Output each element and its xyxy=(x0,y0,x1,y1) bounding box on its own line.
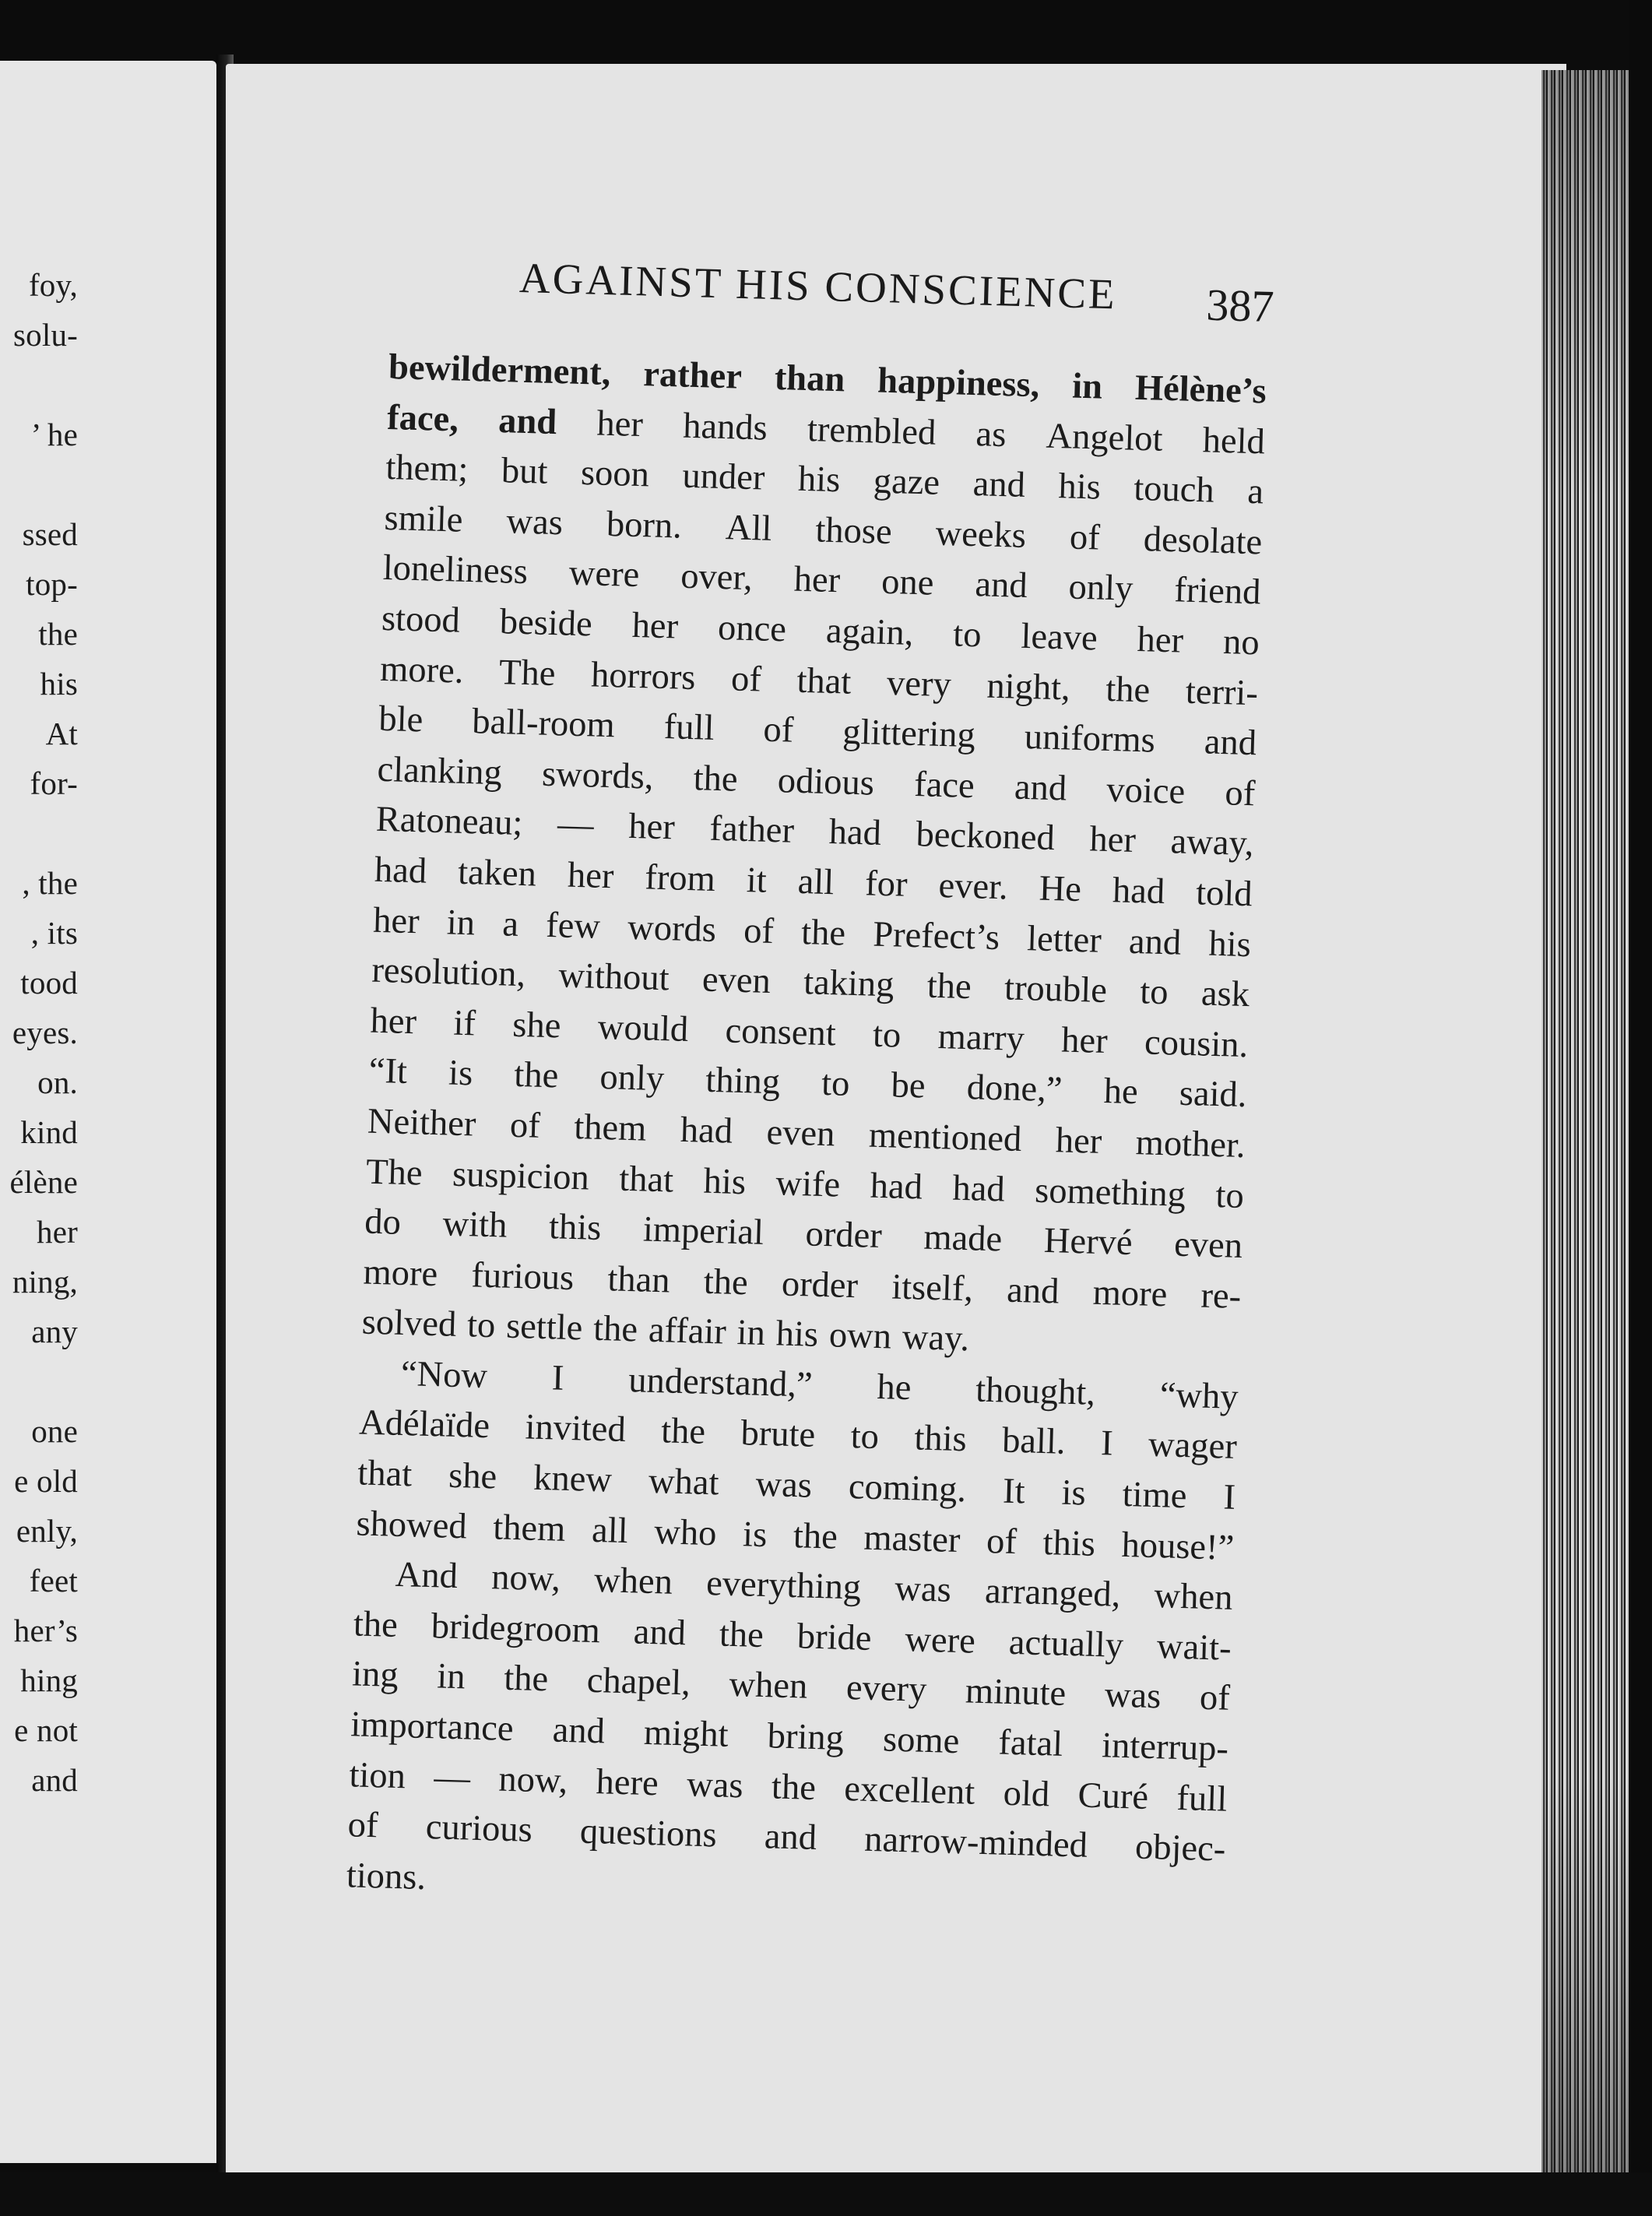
word: the xyxy=(513,1055,559,1096)
word: re- xyxy=(1200,1275,1242,1317)
word: suspicion xyxy=(452,1154,590,1198)
word: tions. xyxy=(346,1855,427,1898)
word: more xyxy=(1092,1272,1168,1315)
word: happiness, xyxy=(877,361,1040,406)
word: marry xyxy=(937,1016,1025,1059)
word: to xyxy=(1214,1175,1245,1216)
previous-page-text xyxy=(0,61,216,2163)
word: of xyxy=(1199,1678,1231,1719)
word: I xyxy=(1222,1477,1236,1518)
word: house!” xyxy=(1120,1525,1235,1568)
word: when xyxy=(1153,1576,1234,1619)
word: words xyxy=(627,907,717,950)
word: beside xyxy=(499,602,593,645)
word: them xyxy=(573,1106,648,1149)
word: — xyxy=(557,804,595,846)
word: her xyxy=(567,855,615,897)
word: terri- xyxy=(1185,671,1259,713)
word: to xyxy=(872,1015,902,1056)
word: and xyxy=(972,464,1026,506)
word: this xyxy=(548,1207,602,1249)
word: everything xyxy=(705,1564,862,1608)
word: — xyxy=(433,1757,471,1799)
previous-page-line: , the xyxy=(22,865,78,901)
word: brute xyxy=(740,1413,816,1456)
word: master xyxy=(863,1518,961,1560)
word: but xyxy=(501,451,549,492)
word: understand,” xyxy=(627,1359,814,1405)
word: bride xyxy=(796,1616,873,1658)
word: were xyxy=(904,1620,976,1662)
word: might xyxy=(643,1712,729,1755)
word: way. xyxy=(902,1317,970,1359)
word: it xyxy=(746,860,768,901)
previous-page-line: his xyxy=(40,666,78,702)
word: loneliness xyxy=(382,548,529,593)
word: would xyxy=(597,1007,689,1050)
word: the xyxy=(719,1614,764,1655)
word: thing xyxy=(705,1061,781,1103)
previous-page-line: At xyxy=(45,716,78,751)
previous-page-line: feet xyxy=(29,1563,78,1599)
word: that xyxy=(796,660,852,702)
body-text xyxy=(346,343,1267,1926)
word: again, xyxy=(825,610,914,653)
word: of xyxy=(730,659,762,700)
word: voice xyxy=(1105,769,1186,812)
previous-page-line: enly, xyxy=(16,1513,78,1549)
word: and xyxy=(1014,767,1067,809)
word: more. xyxy=(379,649,465,691)
word: even xyxy=(701,959,772,1002)
previous-page-line: her’s xyxy=(13,1613,78,1648)
word: her xyxy=(1055,1120,1102,1162)
previous-page-line: kind xyxy=(20,1114,78,1150)
scan-border-right xyxy=(1629,0,1652,2216)
word: the xyxy=(793,1515,838,1557)
previous-page-line: the xyxy=(38,616,78,652)
word: her xyxy=(627,807,676,848)
word: the xyxy=(800,912,846,954)
word: when xyxy=(593,1560,673,1603)
word: ever. xyxy=(937,865,1009,908)
word: now, xyxy=(497,1759,568,1801)
word: them xyxy=(492,1507,567,1549)
word: done,” xyxy=(966,1068,1063,1110)
previous-page-line: any xyxy=(31,1314,78,1349)
word: more xyxy=(362,1252,438,1294)
word: and xyxy=(1204,722,1257,764)
previous-page-line: e old xyxy=(14,1463,78,1499)
word: them; xyxy=(385,448,469,491)
word: even xyxy=(765,1112,836,1155)
word: had xyxy=(870,1166,923,1208)
word: settle xyxy=(505,1306,584,1349)
word: The xyxy=(498,652,557,694)
word: no xyxy=(1222,622,1260,663)
previous-page-line: top- xyxy=(26,566,78,602)
previous-page-line: e not xyxy=(14,1712,78,1748)
word: some xyxy=(882,1719,960,1762)
word: wager xyxy=(1148,1425,1238,1468)
previous-page-line: and xyxy=(31,1762,78,1798)
word: do xyxy=(364,1201,402,1243)
word: her xyxy=(596,403,644,445)
word: that xyxy=(618,1159,674,1201)
word: glittering xyxy=(842,712,976,756)
word: mentioned xyxy=(868,1115,1022,1159)
word: fatal xyxy=(997,1722,1063,1764)
word: made xyxy=(923,1217,1003,1260)
word: of xyxy=(743,910,775,951)
word: clanking xyxy=(376,749,503,793)
word: It xyxy=(1002,1471,1026,1512)
word: invited xyxy=(524,1407,627,1451)
word: he xyxy=(876,1367,912,1409)
word: taking xyxy=(803,962,895,1005)
word: her xyxy=(631,605,679,647)
word: was xyxy=(686,1764,744,1806)
word: told xyxy=(1195,873,1253,915)
word: uniforms xyxy=(1024,717,1156,761)
word: was xyxy=(505,501,564,543)
word: trouble xyxy=(1004,968,1108,1011)
word: And xyxy=(395,1555,459,1597)
word: be xyxy=(890,1065,926,1106)
word: time xyxy=(1122,1474,1188,1517)
word: this xyxy=(1042,1522,1096,1564)
word: and xyxy=(633,1612,687,1654)
word: had xyxy=(1112,871,1165,913)
previous-page-line: , its xyxy=(30,915,78,951)
word: all xyxy=(591,1510,629,1551)
word: is xyxy=(742,1514,768,1555)
word: He xyxy=(1039,868,1082,910)
word: every xyxy=(845,1668,928,1711)
word: from xyxy=(644,857,716,899)
word: her xyxy=(369,1001,417,1043)
word: as xyxy=(975,413,1007,455)
word: ball. xyxy=(1001,1421,1067,1463)
word: stood xyxy=(381,598,461,641)
word: of xyxy=(509,1105,541,1146)
word: he xyxy=(1103,1071,1139,1113)
word: what xyxy=(648,1461,720,1504)
word: had xyxy=(680,1110,733,1152)
word: importance xyxy=(350,1704,515,1750)
word: her xyxy=(372,900,420,941)
word: itself, xyxy=(891,1267,974,1310)
word: of xyxy=(1224,772,1256,814)
word: to xyxy=(466,1305,497,1346)
word: solved xyxy=(361,1302,457,1345)
word: “Now xyxy=(400,1353,488,1396)
word: Hervé xyxy=(1043,1221,1134,1264)
word: was xyxy=(1104,1675,1162,1717)
word: face xyxy=(913,764,975,806)
word: and xyxy=(764,1817,817,1859)
word: face, xyxy=(386,397,459,440)
previous-page-line: ning, xyxy=(12,1264,78,1300)
previous-page-line: one xyxy=(31,1413,78,1449)
word: Angelot xyxy=(1045,416,1164,459)
word: Ratoneau; xyxy=(375,800,524,844)
word: arranged, xyxy=(984,1571,1122,1616)
word: had xyxy=(374,849,427,892)
word: questions xyxy=(579,1811,718,1855)
word: this xyxy=(913,1418,968,1460)
previous-page-line: hing xyxy=(20,1662,78,1698)
word: Prefect’s xyxy=(872,914,1000,958)
word: the xyxy=(503,1658,549,1700)
word: held xyxy=(1202,420,1266,463)
word: his xyxy=(775,1314,819,1356)
word: and xyxy=(1006,1270,1060,1312)
word: and xyxy=(497,400,557,442)
previous-page-line: foy, xyxy=(28,267,78,303)
word: ble xyxy=(378,698,424,740)
word: without xyxy=(557,955,670,999)
word: the xyxy=(926,966,972,1008)
page-edges-shadow xyxy=(1541,70,1629,2204)
word: objec- xyxy=(1134,1827,1227,1870)
previous-page-line: ssed xyxy=(22,516,78,552)
word: is xyxy=(1060,1472,1087,1514)
word: trembled xyxy=(807,409,937,453)
word: full xyxy=(1176,1778,1228,1820)
word: one xyxy=(880,562,935,604)
word: and xyxy=(1128,921,1182,963)
word: wait- xyxy=(1156,1627,1232,1669)
word: only xyxy=(1067,567,1134,610)
word: letter xyxy=(1026,918,1102,961)
word: smile xyxy=(383,498,464,540)
word: gaze xyxy=(873,461,940,503)
word: said. xyxy=(1179,1074,1248,1116)
word: the xyxy=(703,1261,749,1303)
previous-page-line: her xyxy=(37,1214,78,1250)
word: her xyxy=(1060,1020,1109,1061)
word: weeks xyxy=(935,513,1027,556)
word: touch xyxy=(1133,468,1215,511)
word: beckoned xyxy=(915,814,1056,859)
word: very xyxy=(886,663,952,705)
word: interrup- xyxy=(1101,1725,1229,1769)
word: old xyxy=(1003,1773,1050,1815)
word: imperial xyxy=(642,1209,764,1253)
previous-page-line: ’ he xyxy=(30,417,78,452)
word: cousin. xyxy=(1144,1022,1249,1065)
word: tion xyxy=(348,1754,406,1796)
word: had xyxy=(828,812,882,854)
word: and xyxy=(974,565,1028,607)
word: desolate xyxy=(1143,519,1263,563)
word: with xyxy=(441,1204,508,1246)
word: she xyxy=(511,1004,562,1046)
word: was xyxy=(754,1464,813,1506)
word: away, xyxy=(1169,821,1255,864)
word: furious xyxy=(470,1255,575,1298)
word: was xyxy=(894,1569,952,1611)
word: father xyxy=(708,809,795,852)
word: of xyxy=(762,709,794,751)
word: the xyxy=(660,1411,706,1453)
word: horrors xyxy=(590,654,697,698)
word: who xyxy=(653,1511,718,1553)
word: over, xyxy=(680,556,754,599)
word: the xyxy=(1105,669,1151,711)
previous-page-line: eyes. xyxy=(12,1015,78,1050)
word: affair xyxy=(648,1310,727,1352)
word: his xyxy=(703,1161,747,1202)
word: odious xyxy=(777,760,875,804)
word: full xyxy=(663,707,715,748)
word: those xyxy=(814,510,893,552)
word: to xyxy=(952,614,982,656)
word: all xyxy=(797,861,835,903)
word: showed xyxy=(355,1504,468,1547)
word: a xyxy=(501,903,519,944)
previous-page-line: élène xyxy=(9,1164,78,1200)
word: knew xyxy=(533,1458,613,1500)
word: coming. xyxy=(848,1467,967,1511)
word: Hélène’s xyxy=(1134,368,1267,412)
word: hands xyxy=(682,406,768,448)
word: curious xyxy=(425,1807,533,1851)
scan-border-bottom xyxy=(0,2172,1652,2216)
word: I xyxy=(1100,1423,1114,1464)
word: of xyxy=(1069,517,1101,558)
word: her xyxy=(1088,819,1137,861)
word: now, xyxy=(490,1557,561,1599)
word: Neither xyxy=(367,1101,477,1145)
word: to xyxy=(850,1416,880,1458)
previous-page-line: on. xyxy=(37,1064,78,1100)
word: were xyxy=(568,553,640,596)
previous-page xyxy=(0,61,216,2163)
word: once xyxy=(717,607,787,650)
word: her xyxy=(1136,619,1184,661)
word: born. xyxy=(606,504,683,547)
word: she xyxy=(448,1455,497,1497)
word: friend xyxy=(1173,570,1262,613)
page-number: 387 xyxy=(1205,279,1275,332)
word: order xyxy=(804,1214,883,1257)
word: narrow-minded xyxy=(863,1820,1088,1866)
word: mother. xyxy=(1135,1123,1246,1166)
word: ask xyxy=(1200,973,1250,1015)
word: the xyxy=(693,758,739,800)
word: his xyxy=(1207,923,1252,965)
word: had xyxy=(951,1168,1006,1209)
word: in xyxy=(446,902,476,943)
word: his xyxy=(797,459,842,501)
word: The xyxy=(365,1152,424,1194)
word: under xyxy=(681,456,766,498)
word: here xyxy=(596,1761,659,1803)
word: swords, xyxy=(541,754,655,797)
word: if xyxy=(452,1003,476,1044)
word: to xyxy=(821,1064,851,1105)
word: than xyxy=(774,357,845,400)
word: order xyxy=(781,1264,859,1306)
word: “It xyxy=(368,1050,408,1092)
word: actually xyxy=(1008,1622,1124,1666)
word: and xyxy=(552,1710,606,1752)
word: in xyxy=(736,1313,766,1354)
previous-page-line: tood xyxy=(20,965,78,1001)
word: few xyxy=(545,905,601,947)
word: to xyxy=(1139,972,1169,1013)
word: of xyxy=(347,1805,379,1846)
word: the xyxy=(353,1604,399,1645)
word: leave xyxy=(1020,616,1098,659)
word: own xyxy=(828,1315,892,1357)
word: bring xyxy=(767,1716,845,1759)
word: the xyxy=(592,1309,638,1350)
word: consent xyxy=(724,1011,837,1054)
word: his xyxy=(1057,466,1102,508)
word: I xyxy=(551,1358,565,1398)
word: in xyxy=(1071,366,1103,407)
previous-page-line: solu- xyxy=(13,317,78,353)
word: night, xyxy=(986,666,1071,709)
word: resolution, xyxy=(371,950,526,995)
word: taken xyxy=(457,852,537,895)
word: bridegroom xyxy=(431,1606,601,1651)
word: is xyxy=(448,1053,473,1094)
word: a xyxy=(1246,472,1264,512)
word: wife xyxy=(775,1163,841,1205)
word: that xyxy=(357,1453,413,1495)
word: “why xyxy=(1159,1375,1239,1417)
word: ing xyxy=(351,1654,399,1696)
previous-page-line: for- xyxy=(30,765,78,801)
word: when xyxy=(728,1665,809,1708)
word: only xyxy=(599,1057,665,1099)
word: minute xyxy=(965,1671,1067,1715)
word: thought, xyxy=(975,1370,1096,1413)
word: even xyxy=(1173,1224,1243,1267)
word: rather xyxy=(642,354,743,397)
word: in xyxy=(436,1656,466,1697)
word: for xyxy=(864,864,909,905)
word: All xyxy=(725,507,773,549)
word: something xyxy=(1034,1170,1186,1215)
running-title: AGAINST HIS CONSCIENCE xyxy=(518,253,1118,318)
word: excellent xyxy=(843,1768,975,1813)
word: ball-room xyxy=(471,702,616,746)
word: the xyxy=(771,1767,817,1808)
word: chapel, xyxy=(586,1661,691,1704)
word: bewilderment, xyxy=(388,346,612,393)
word: soon xyxy=(580,453,650,495)
word: her xyxy=(793,560,841,601)
word: than xyxy=(606,1258,671,1301)
word: of xyxy=(986,1521,1018,1562)
word: Curé xyxy=(1077,1775,1149,1817)
word: Adélaïde xyxy=(358,1402,490,1447)
